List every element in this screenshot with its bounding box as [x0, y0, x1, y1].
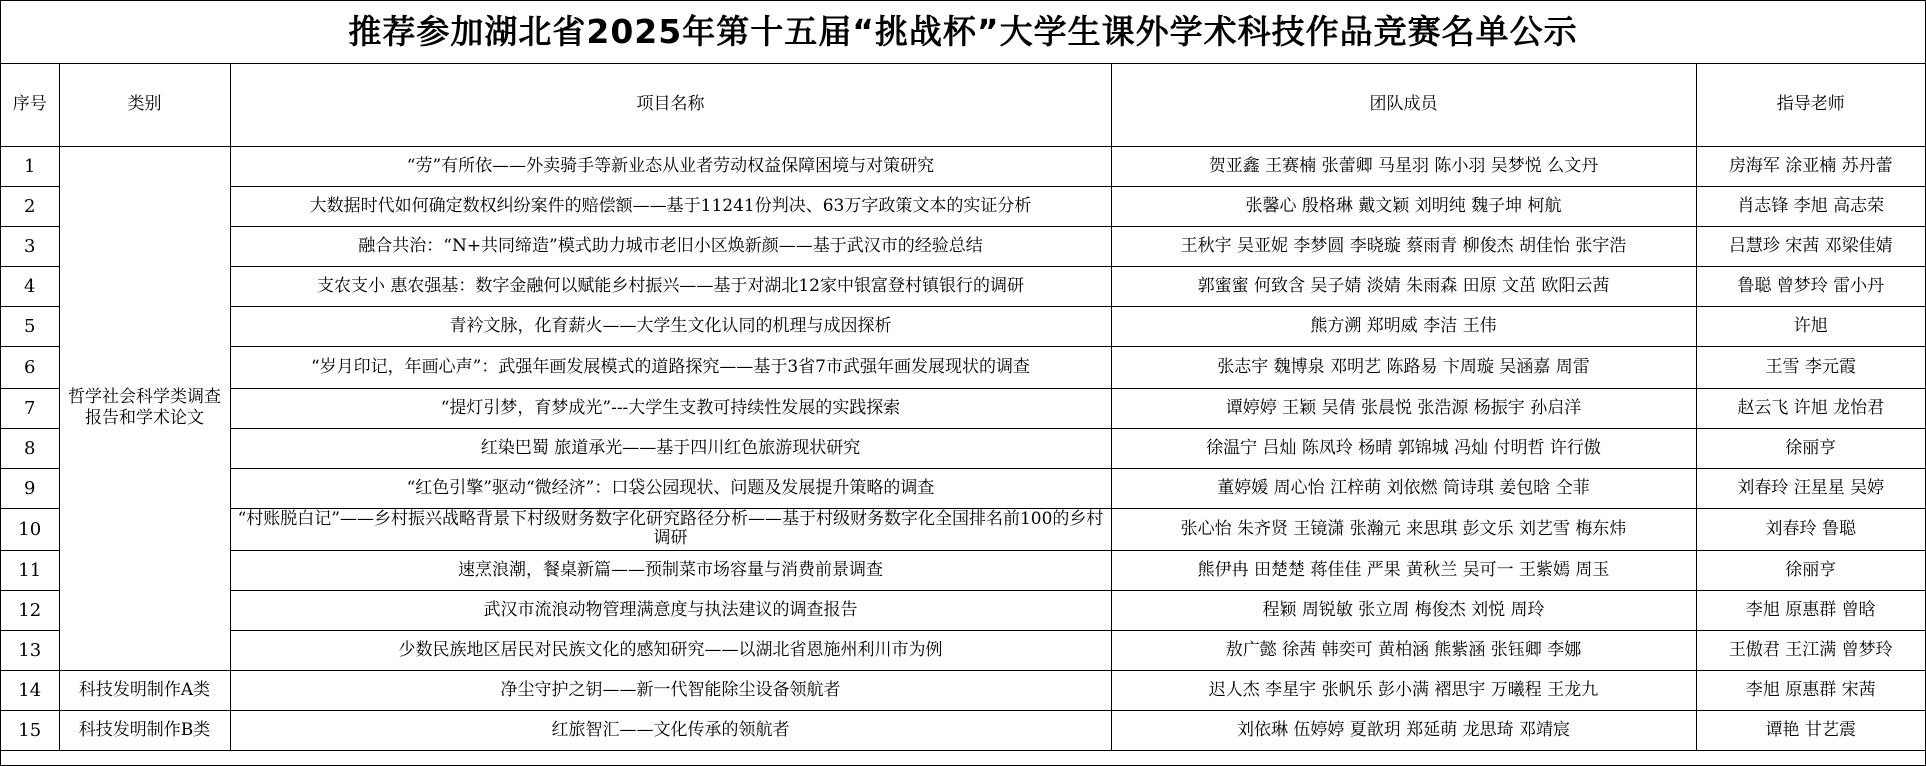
- table-row: [1, 266, 1925, 306]
- row-project: 少数民族地区居民对民族文化的感知研究——以湖北省恩施州利川市为例: [230, 630, 1111, 670]
- row-project: 红旅智汇——文化传承的领航者: [230, 710, 1111, 750]
- row-team: 张志宇 魏博泉 邓明艺 陈路易 卞周璇 吴涵嘉 周雷: [1111, 346, 1696, 388]
- row-team: 刘依琳 伍婷婷 夏歆玥 郑延萌 龙思琦 邓靖宸: [1111, 710, 1696, 750]
- row-advisor: 王傲君 王江满 曾梦玲: [1696, 630, 1925, 670]
- row-project: 融合共治：“N+共同缔造”模式助力城市老旧小区焕新颜——基于武汉市的经验总结: [230, 226, 1111, 266]
- row-team: 敖广懿 徐茜 韩奕可 黄柏涵 熊紫涵 张钰卿 李娜: [1111, 630, 1696, 670]
- row-project: “红色引擎”驱动“微经济”：口袋公园现状、问题及发展提升策略的调查: [230, 468, 1111, 508]
- header-category: 类别: [59, 64, 230, 146]
- table-row: [1, 146, 1925, 186]
- category-tech-b: 科技发明制作B类: [59, 710, 230, 750]
- row-no: 12: [1, 590, 59, 630]
- row-advisor: 李旭 原惠群 宋茜: [1696, 670, 1925, 710]
- table-row: [1, 306, 1925, 346]
- row-team: 谭婷婷 王颖 吴倩 张晨悦 张浩源 杨振宇 孙启洋: [1111, 388, 1696, 428]
- row-advisor: 王雪 李元霞: [1696, 346, 1925, 388]
- row-no: 10: [1, 508, 59, 550]
- row-project: 支农支小 惠农强基：数字金融何以赋能乡村振兴——基于对湖北12家中银富登村镇银行的调研: [230, 266, 1111, 306]
- row-team: 王秋宇 吴亚妮 李梦圆 李晓璇 蔡雨青 柳俊杰 胡佳怡 张宇浩: [1111, 226, 1696, 266]
- row-project: “提灯引梦，育梦成光”---大学生支教可持续性发展的实践探索: [230, 388, 1111, 428]
- row-project: 大数据时代如何确定数权纠纷案件的赔偿额——基于11241份判决、63万字政策文本的实证分析: [230, 186, 1111, 226]
- row-advisor: 鲁聪 曾梦玲 雷小丹: [1696, 266, 1925, 306]
- row-advisor: 徐丽亨: [1696, 428, 1925, 468]
- table-row: [1, 186, 1925, 226]
- row-team: 董婷媛 周心怡 江梓萌 刘依燃 筒诗琪 姜包晗 仝菲: [1111, 468, 1696, 508]
- row-team: 张心怡 朱齐贤 王镜潇 张瀚元 来思琪 彭文乐 刘艺雪 梅东炜: [1111, 508, 1696, 550]
- table-header-row: [1, 64, 1925, 146]
- row-project: 净尘守护之钥——新一代智能除尘设备领航者: [230, 670, 1111, 710]
- table-row: [1, 428, 1925, 468]
- row-no: 3: [1, 226, 59, 266]
- header-advisor: 指导老师: [1696, 64, 1925, 146]
- row-team: 熊伊冉 田楚楚 蒋佳佳 严果 黄秋兰 吴可一 王紫嫣 周玉: [1111, 550, 1696, 590]
- row-project: 红染巴蜀 旅道承光——基于四川红色旅游现状研究: [230, 428, 1111, 468]
- row-advisor: 赵云飞 许旭 龙怡君: [1696, 388, 1925, 428]
- category-tech-a: 科技发明制作A类: [59, 670, 230, 710]
- row-advisor: 谭艳 甘艺震: [1696, 710, 1925, 750]
- row-team: 迟人杰 李星宇 张帆乐 彭小满 褶思宇 万曦程 王龙九: [1111, 670, 1696, 710]
- row-advisor: 房海军 涂亚楠 苏丹蕾: [1696, 146, 1925, 186]
- table-row: [1, 346, 1925, 388]
- row-no: 5: [1, 306, 59, 346]
- row-project: 武汉市流浪动物管理满意度与执法建议的调查报告: [230, 590, 1111, 630]
- row-advisor: 刘春玲 鲁聪: [1696, 508, 1925, 550]
- table-row: [1, 630, 1925, 670]
- table-row: [1, 710, 1925, 750]
- row-project: 速烹浪潮，餐桌新篇——预制菜市场容量与消费前景调查: [230, 550, 1111, 590]
- table-row: [1, 468, 1925, 508]
- row-team: 熊方溯 郑明威 李洁 王伟: [1111, 306, 1696, 346]
- header-no: 序号: [1, 64, 59, 146]
- row-advisor: 徐丽亨: [1696, 550, 1925, 590]
- row-no: 13: [1, 630, 59, 670]
- row-team: 郭蜜蜜 何致含 吴子婧 淡婧 朱雨森 田原 文茁 欧阳云茜: [1111, 266, 1696, 306]
- row-project: 青衿文脉，化育薪火——大学生文化认同的机理与成因探析: [230, 306, 1111, 346]
- header-team: 团队成员: [1111, 64, 1696, 146]
- row-project: “劳”有所依——外卖骑手等新业态从业者劳动权益保障困境与对策研究: [230, 146, 1111, 186]
- row-no: 9: [1, 468, 59, 508]
- row-project: “村账脱白记”——乡村振兴战略背景下村级财务数字化研究路径分析——基于村级财务数字化全国排名前100的乡村调研: [230, 508, 1111, 550]
- row-team: 张馨心 殷格琳 戴文颖 刘明纯 魏子坤 柯航: [1111, 186, 1696, 226]
- row-no: 6: [1, 346, 59, 388]
- table-row: [1, 508, 1925, 550]
- row-no: 1: [1, 146, 59, 186]
- nomination-table: [1, 64, 1925, 751]
- table-row: [1, 590, 1925, 630]
- row-advisor: 肖志锋 李旭 高志荣: [1696, 186, 1925, 226]
- row-advisor: 李旭 原惠群 曾晗: [1696, 590, 1925, 630]
- row-no: 11: [1, 550, 59, 590]
- row-advisor: 吕慧珍 宋茜 邓梁佳婧: [1696, 226, 1925, 266]
- category-social-science: 哲学社会科学类调查报告和学术论文: [59, 146, 230, 670]
- table-row: [1, 550, 1925, 590]
- row-no: 4: [1, 266, 59, 306]
- row-advisor: 刘春玲 汪星星 吴婷: [1696, 468, 1925, 508]
- table-row: [1, 226, 1925, 266]
- row-advisor: 许旭: [1696, 306, 1925, 346]
- table-row: [1, 670, 1925, 710]
- row-project: “岁月印记，年画心声”：武强年画发展模式的道路探究——基于3省7市武强年画发展现状的调查: [230, 346, 1111, 388]
- row-no: 2: [1, 186, 59, 226]
- row-team: 徐温宁 吕灿 陈凤玲 杨晴 郭锦城 冯灿 付明哲 许行傲: [1111, 428, 1696, 468]
- table-row: [1, 388, 1925, 428]
- row-no: 8: [1, 428, 59, 468]
- header-project: 项目名称: [230, 64, 1111, 146]
- row-team: 贺亚鑫 王赛楠 张蕾卿 马星羽 陈小羽 吴梦悦 么文丹: [1111, 146, 1696, 186]
- row-team: 程颖 周锐敏 张立周 梅俊杰 刘悦 周玲: [1111, 590, 1696, 630]
- page-title: 推荐参加湖北省2025年第十五届“挑战杯”大学生课外学术科技作品竞赛名单公示: [1, 1, 1925, 64]
- row-no: 14: [1, 670, 59, 710]
- row-no: 7: [1, 388, 59, 428]
- row-no: 15: [1, 710, 59, 750]
